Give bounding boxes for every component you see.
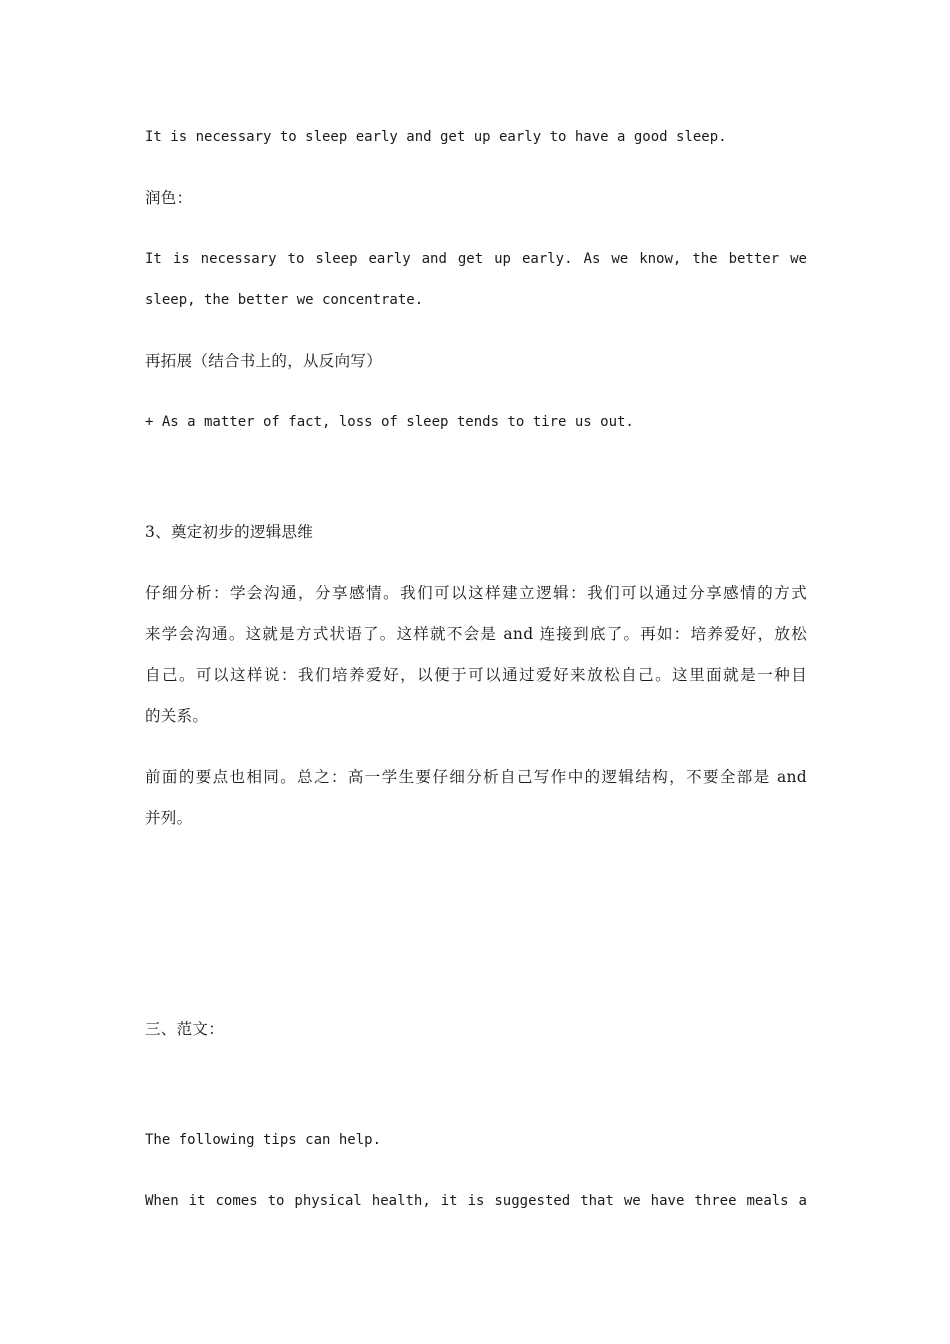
sentence-sleep-early: It is necessary to sleep early and get up early to have a good sleep. [145,129,727,145]
analysis-paragraph-line-1: 仔细分析：学会沟通，分享感情。我们可以这样建立逻辑：我们可以通过分享感情的方式 [145,584,807,602]
polished-sentence-line-2: sleep, the better we concentrate. [145,292,424,308]
polished-sentence-line-1: It is necessary to sleep early and get up early. As we know, the better we [145,251,807,267]
essay-line-physical-health: When it comes to physical health, it is suggested that we have three meals a [145,1193,807,1209]
analysis-paragraph-line-3: 自己。可以这样说：我们培养爱好，以便于可以通过爱好来放松自己。这里面就是一种目 [145,666,807,684]
heading-polish: 润色： [145,189,193,207]
essay-line-tips: The following tips can help. [145,1132,382,1148]
analysis-paragraph-line-4: 的关系。 [145,707,209,725]
section-heading-sample-essay: 三、范文： [145,1020,225,1038]
heading-further-expand: 再拓展（结合书上的，从反向写） [145,352,383,370]
analysis-paragraph-line-2: 来学会沟通。这就是方式状语了。这样就不会是 and 连接到底了。再如：培养爱好，放松 [145,625,807,643]
expanded-sentence: + As a matter of fact, loss of sleep tends to tire us out. [145,414,634,430]
section-heading-logic: 3、奠定初步的逻辑思维 [145,523,314,541]
summary-paragraph-line-1: 前面的要点也相同。总之：高一学生要仔细分析自己写作中的逻辑结构，不要全部是 and [145,768,807,786]
summary-paragraph-line-2: 并列。 [145,809,193,827]
